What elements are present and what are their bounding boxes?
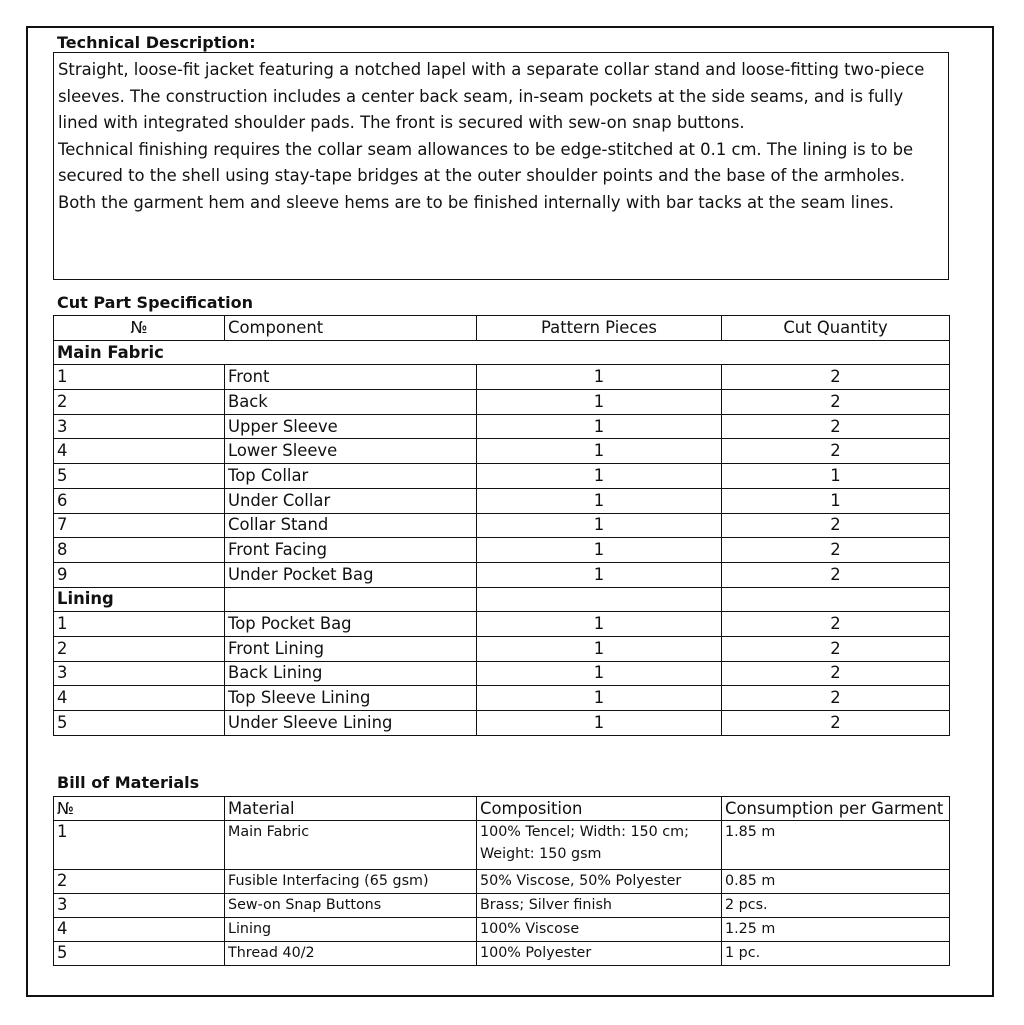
cell-component: Top Pocket Bag <box>225 612 477 637</box>
column-header: Composition <box>477 797 722 821</box>
cell-no: 5 <box>54 711 225 736</box>
cell-component: Front Lining <box>225 636 477 661</box>
cell-no: 4 <box>54 918 225 942</box>
table-row <box>54 365 950 390</box>
cell-composition: Brass; Silver finish <box>477 894 722 918</box>
cell-consumption: 1 pc. <box>722 942 950 966</box>
column-header: Material <box>225 797 477 821</box>
table-row <box>54 439 950 464</box>
column-header: Cut Quantity <box>722 316 950 341</box>
cell-pattern-pieces: 1 <box>477 562 722 587</box>
cell-consumption: 0.85 m <box>722 870 950 894</box>
cell-component: Collar Stand <box>225 513 477 538</box>
cell-component: Upper Sleeve <box>225 414 477 439</box>
table-row <box>54 711 950 736</box>
cell-material: Main Fabric <box>225 821 477 870</box>
cell-pattern-pieces: 1 <box>477 365 722 390</box>
cell-pattern-pieces: 1 <box>477 414 722 439</box>
cell-material: Lining <box>225 918 477 942</box>
cell-no: 2 <box>54 390 225 415</box>
cell-component: Back Lining <box>225 661 477 686</box>
cell-cut-quantity: 2 <box>722 390 950 415</box>
empty-cell <box>477 587 722 612</box>
cell-component: Front Facing <box>225 538 477 563</box>
cell-pattern-pieces: 1 <box>477 488 722 513</box>
cell-no: 5 <box>54 942 225 966</box>
cell-pattern-pieces: 1 <box>477 612 722 637</box>
cell-cut-quantity: 2 <box>722 661 950 686</box>
section-label: Lining <box>54 587 225 612</box>
table-row <box>54 612 950 637</box>
column-header: № <box>54 797 225 821</box>
cell-consumption: 1.25 m <box>722 918 950 942</box>
cell-composition: 100% Polyester <box>477 942 722 966</box>
cell-pattern-pieces: 1 <box>477 686 722 711</box>
cell-cut-quantity: 2 <box>722 439 950 464</box>
section-row-lining <box>54 587 950 612</box>
cell-material: Thread 40/2 <box>225 942 477 966</box>
table-row <box>54 661 950 686</box>
cell-no: 1 <box>54 821 225 870</box>
cell-cut-quantity: 2 <box>722 513 950 538</box>
description-paragraph: Straight, loose-fit jacket featuring a notched lapel with a separate collar stand and loose-fitting two-piece sleeves. The construction includes a center back seam, in-seam pockets at the side seams, and is fully lined with integrated shoulder pads. The front is secured with sew-on snap buttons. <box>58 60 925 132</box>
composition-line: Weight: 150 gsm <box>480 846 602 862</box>
cell-cut-quantity: 2 <box>722 711 950 736</box>
cell-pattern-pieces: 1 <box>477 538 722 563</box>
cell-cut-quantity: 2 <box>722 612 950 637</box>
cell-pattern-pieces: 1 <box>477 636 722 661</box>
table-row <box>54 918 950 942</box>
table-header-row <box>54 797 950 821</box>
cell-component: Top Collar <box>225 464 477 489</box>
column-header: Consumption per Garment <box>722 797 950 821</box>
cell-no: 3 <box>54 414 225 439</box>
cut-part-title: Cut Part Specification <box>57 293 254 312</box>
cell-pattern-pieces: 1 <box>477 711 722 736</box>
table-row <box>54 390 950 415</box>
cell-component: Back <box>225 390 477 415</box>
composition-line: 100% Tencel; Width: 150 cm; <box>480 824 689 840</box>
section-label: Main Fabric <box>54 340 950 365</box>
cell-component: Lower Sleeve <box>225 439 477 464</box>
cell-component: Under Collar <box>225 488 477 513</box>
column-header: № <box>54 316 225 341</box>
empty-cell <box>722 587 950 612</box>
cell-cut-quantity: 1 <box>722 488 950 513</box>
table-row <box>54 686 950 711</box>
cell-no: 2 <box>54 870 225 894</box>
table-row <box>54 562 950 587</box>
technical-description-title: Technical Description: <box>57 33 256 52</box>
empty-cell <box>225 587 477 612</box>
technical-description-box <box>53 52 949 280</box>
cell-no: 3 <box>54 661 225 686</box>
cell-cut-quantity: 1 <box>722 464 950 489</box>
cell-no: 4 <box>54 439 225 464</box>
bill-of-materials-table <box>53 796 950 966</box>
cell-cut-quantity: 2 <box>722 538 950 563</box>
cell-component: Under Pocket Bag <box>225 562 477 587</box>
table-row <box>54 870 950 894</box>
cell-pattern-pieces: 1 <box>477 390 722 415</box>
cell-no: 3 <box>54 894 225 918</box>
cell-composition <box>477 821 722 870</box>
cell-cut-quantity: 2 <box>722 686 950 711</box>
cell-no: 4 <box>54 686 225 711</box>
table-row <box>54 821 950 870</box>
cell-no: 1 <box>54 612 225 637</box>
cell-cut-quantity: 2 <box>722 365 950 390</box>
cell-material: Fusible Interfacing (65 gsm) <box>225 870 477 894</box>
section-row-main-fabric <box>54 340 950 365</box>
cell-composition: 100% Viscose <box>477 918 722 942</box>
cell-no: 9 <box>54 562 225 587</box>
cell-pattern-pieces: 1 <box>477 439 722 464</box>
table-row <box>54 942 950 966</box>
table-row <box>54 513 950 538</box>
cell-cut-quantity: 2 <box>722 414 950 439</box>
cell-component: Front <box>225 365 477 390</box>
cell-no: 1 <box>54 365 225 390</box>
cell-component: Top Sleeve Lining <box>225 686 477 711</box>
cell-pattern-pieces: 1 <box>477 661 722 686</box>
table-row <box>54 538 950 563</box>
table-row <box>54 414 950 439</box>
cell-composition: 50% Viscose, 50% Polyester <box>477 870 722 894</box>
column-header: Component <box>225 316 477 341</box>
table-row <box>54 488 950 513</box>
cell-pattern-pieces: 1 <box>477 513 722 538</box>
cell-no: 8 <box>54 538 225 563</box>
cell-cut-quantity: 2 <box>722 636 950 661</box>
description-paragraph: Technical finishing requires the collar seam allowances to be edge-stitched at 0.1 cm. The lining is to be secured to the shell using stay-tape bridges at the outer shoulder points and the base of the armholes. Both the garment hem and sleeve hems are to be finished internally with bar tacks at the seam lines. <box>58 139 914 212</box>
cell-no: 5 <box>54 464 225 489</box>
column-header: Pattern Pieces <box>477 316 722 341</box>
table-header-row <box>54 316 950 341</box>
cell-component: Under Sleeve Lining <box>225 711 477 736</box>
cell-no: 7 <box>54 513 225 538</box>
cell-consumption: 2 pcs. <box>722 894 950 918</box>
bill-of-materials-title: Bill of Materials <box>57 773 200 792</box>
cell-cut-quantity: 2 <box>722 562 950 587</box>
table-row <box>54 636 950 661</box>
cell-no: 2 <box>54 636 225 661</box>
cell-material: Sew-on Snap Buttons <box>225 894 477 918</box>
cut-part-table <box>53 315 950 736</box>
cell-no: 6 <box>54 488 225 513</box>
cell-consumption: 1.85 m <box>722 821 950 870</box>
table-row <box>54 894 950 918</box>
table-row <box>54 464 950 489</box>
cell-pattern-pieces: 1 <box>477 464 722 489</box>
